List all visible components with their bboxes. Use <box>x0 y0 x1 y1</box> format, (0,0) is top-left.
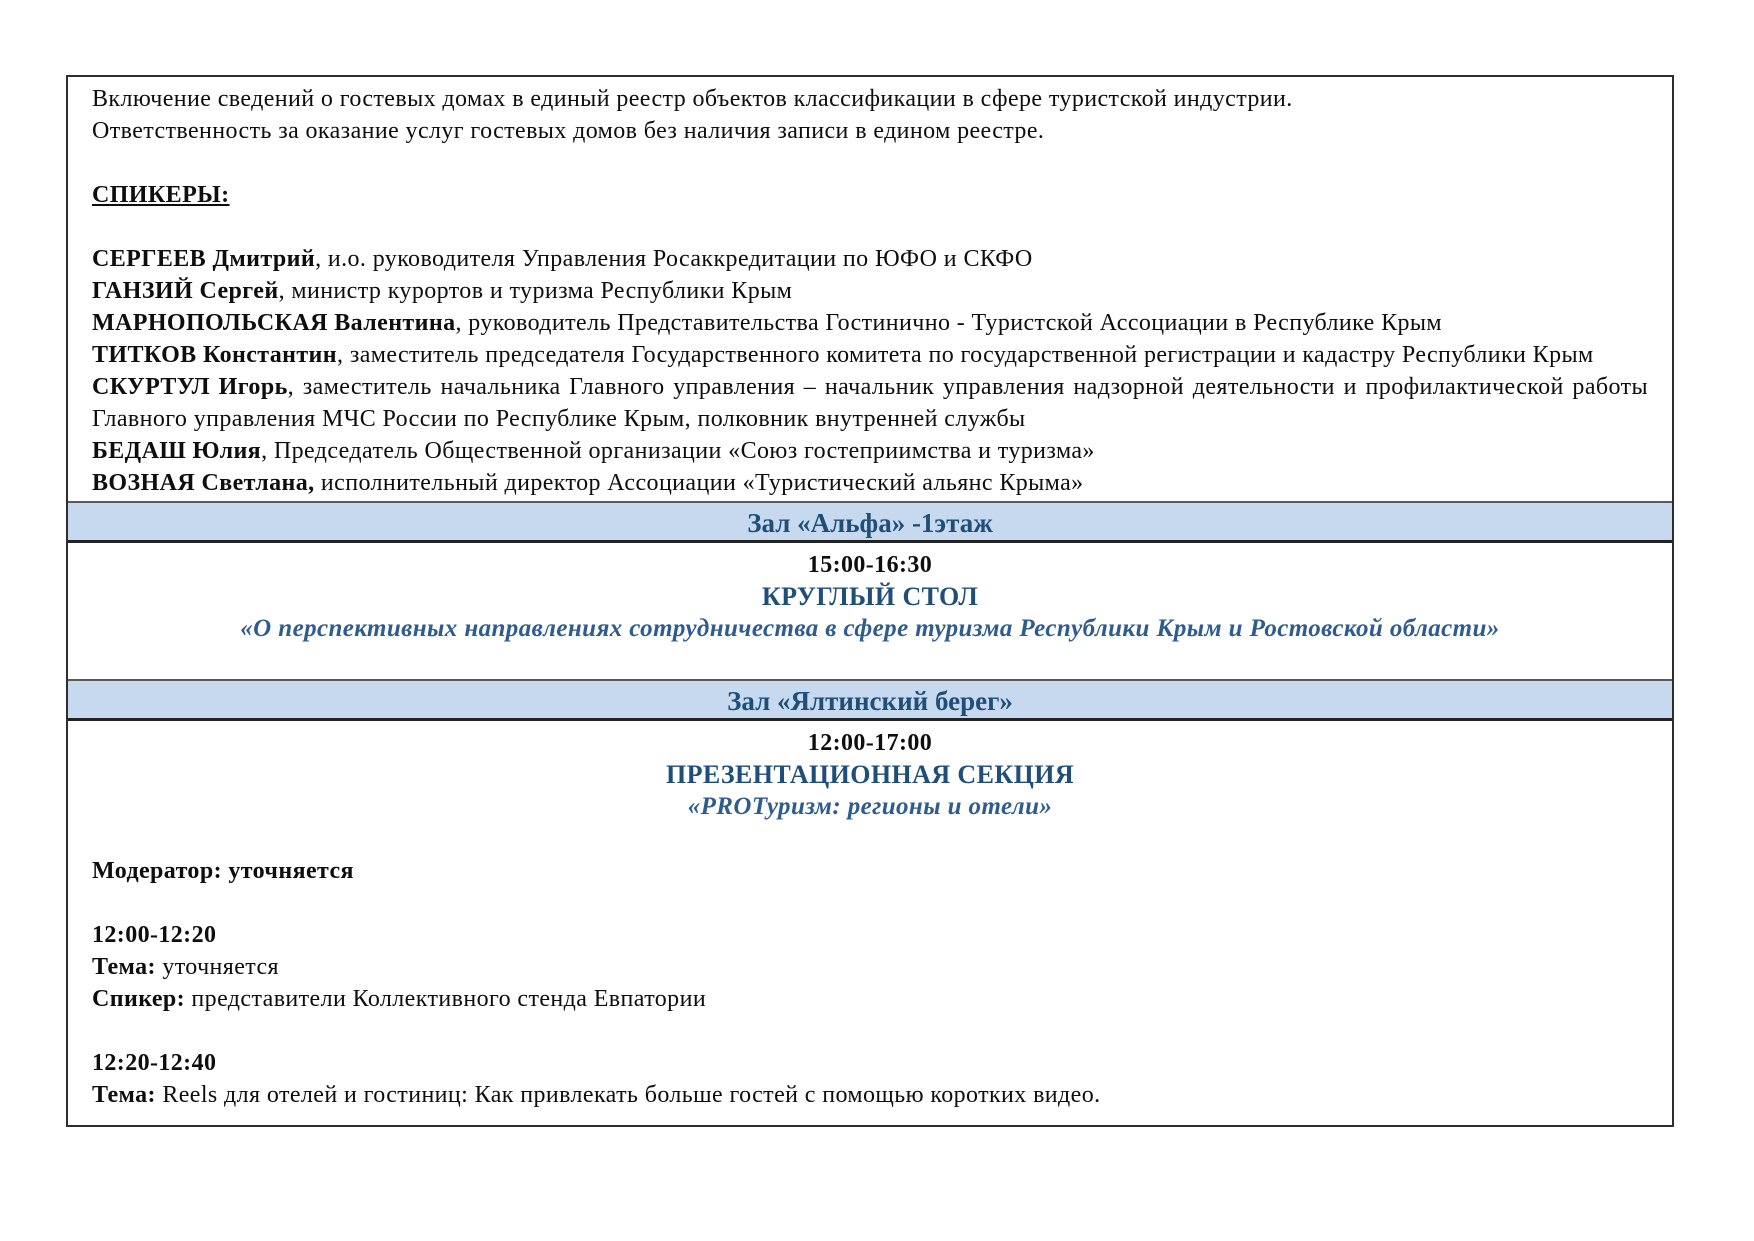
speaker-entry <box>92 467 1648 499</box>
spacer <box>92 211 1648 243</box>
speaker-name: СЕРГЕЕВ Дмитрий <box>92 246 316 272</box>
speaker-role: , заместитель начальника Главного управления – начальник управления надзорной деятельности и профилактической работы Главного управления МЧС России по Республике Крым, полковник внутренней службы <box>92 374 1648 432</box>
hall-alpha-event-title: «О перспективных направлениях сотрудничества в сфере туризма Республики Крым и Ростовской области» <box>240 615 1500 642</box>
hall-yalta-section <box>68 721 1672 1125</box>
moderator-line: Модератор: уточняется <box>92 858 354 884</box>
hall-alpha-time: 15:00-16:30 <box>807 552 933 578</box>
intro-line-1: Включение сведений о гостевых домах в единый реестр объектов классификации в сфере туристской индустрии. <box>92 86 1293 112</box>
speaker-name: ТИТКОВ Константин <box>92 342 338 368</box>
spacer <box>92 823 1648 855</box>
agenda-1-topic <box>92 951 1648 983</box>
agenda-1-speaker <box>92 983 1648 1015</box>
hall-yalta-event-title: «PROТуризм: регионы и отели» <box>687 793 1053 820</box>
speakers-section <box>68 77 1672 501</box>
topic-value: уточняется <box>162 954 279 980</box>
speaker-entry <box>92 435 1648 467</box>
speakers-heading: СПИКЕРЫ: <box>92 182 230 208</box>
hall-yalta-time: 12:00-17:00 <box>807 730 933 756</box>
topic-label: Тема: <box>92 1082 156 1108</box>
speaker-role: , заместитель председателя Государственного комитета по государственной регистрации и кадастру Республики Крым <box>337 342 1594 368</box>
speaker-entry <box>92 339 1648 371</box>
topic-label: Тема: <box>92 954 156 980</box>
hall-alpha-section <box>68 543 1672 679</box>
spacer <box>92 147 1648 179</box>
hall-alpha-banner-title: Зал «Альфа» -1этаж <box>747 508 993 538</box>
speaker-role: , министр курортов и туризма Республики Крым <box>278 278 793 304</box>
speaker-name: ГАНЗИЙ Сергей <box>92 278 279 304</box>
agenda-2-time: 12:20-12:40 <box>92 1050 217 1076</box>
speaker-entry <box>92 307 1648 339</box>
agenda-1-time: 12:00-12:20 <box>92 922 217 948</box>
hall-yalta-banner-title: Зал «Ялтинский берег» <box>727 686 1013 716</box>
speaker-name: МАРНОПОЛЬСКАЯ Валентина <box>92 310 456 336</box>
speaker-label: Спикер: <box>92 986 186 1012</box>
speaker-entry <box>92 243 1648 275</box>
speaker-name: ВОЗНАЯ Светлана, <box>92 470 315 496</box>
spacer <box>92 1015 1648 1047</box>
hall-alpha-event-type: КРУГЛЫЙ СТОЛ <box>761 582 979 611</box>
speaker-name: СКУРТУЛ Игорь <box>92 374 288 400</box>
hall-yalta-banner <box>68 679 1672 721</box>
speaker-name: БЕДАШ Юлия <box>92 438 262 464</box>
intro-line-2: Ответственность за оказание услуг гостевых домов без наличия записи в едином реестре. <box>92 118 1045 144</box>
topic-value: Reels для отелей и гостиниц: Как привлекать больше гостей с помощью коротких видео. <box>162 1082 1101 1108</box>
speaker-value: представители Коллективного стенда Евпатории <box>191 986 707 1012</box>
speaker-entry <box>92 371 1648 435</box>
speaker-role: исполнительный директор Ассоциации «Туристический альянс Крыма» <box>314 470 1084 496</box>
hall-alpha-banner <box>68 501 1672 543</box>
program-table <box>66 75 1674 1127</box>
agenda-2-topic <box>92 1079 1648 1111</box>
speaker-role: , Председатель Общественной организации «Союз гостеприимства и туризма» <box>261 438 1095 464</box>
spacer <box>92 887 1648 919</box>
speaker-role: , руководитель Представительства Гостинично - Туристской Ассоциации в Республике Крым <box>455 310 1443 336</box>
speaker-role: , и.о. руководителя Управления Росаккредитации по ЮФО и СКФО <box>315 246 1033 272</box>
hall-yalta-event-type: ПРЕЗЕНТАЦИОННАЯ СЕКЦИЯ <box>665 760 1075 789</box>
speaker-entry <box>92 275 1648 307</box>
